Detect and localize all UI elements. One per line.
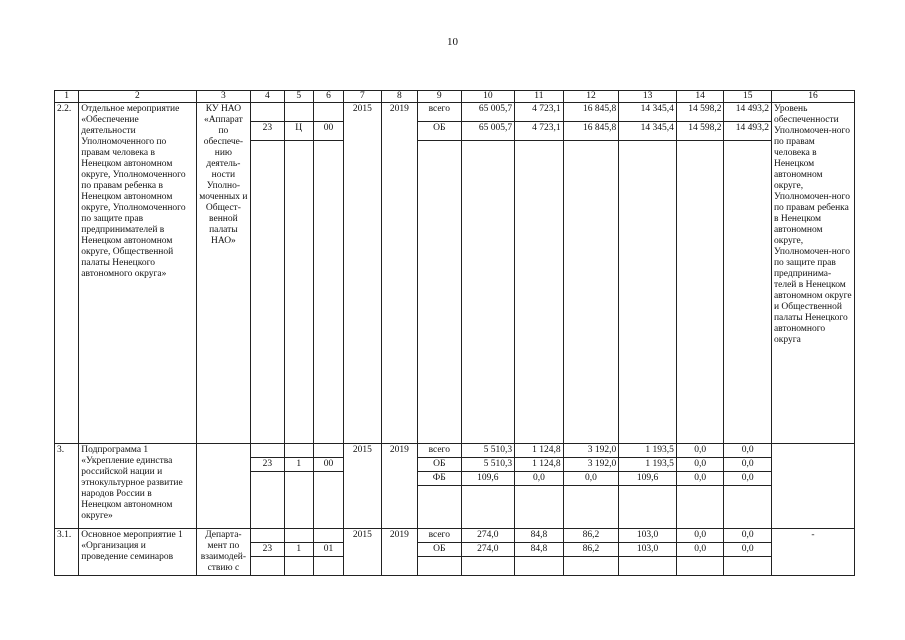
- value-cell: 0,0: [724, 458, 772, 472]
- value-cell: 86,2: [563, 529, 619, 543]
- row-result: -: [771, 529, 854, 576]
- code-cell: Ц: [284, 122, 313, 141]
- value-cell: 1 193,5: [619, 444, 677, 458]
- col-header: 3: [196, 91, 251, 103]
- value-cell: 109,6: [619, 472, 677, 486]
- col-header: 13: [619, 91, 677, 103]
- row-name: Основное мероприятие 1 «Организация и проведение семинаров: [79, 529, 196, 576]
- year-to: 2019: [381, 529, 417, 576]
- year-from: 2015: [344, 529, 381, 576]
- value-cell: 14 493,2: [724, 103, 772, 122]
- row-number: 2.2.: [55, 103, 79, 444]
- value-cell: 14 598,2: [676, 122, 724, 141]
- col-header: 14: [676, 91, 724, 103]
- value-cell: 1 193,5: [619, 458, 677, 472]
- value-cell: 5 510,3: [461, 444, 515, 458]
- row-executor: [196, 444, 251, 529]
- value-cell: 3 192,0: [563, 458, 619, 472]
- value-cell: 14 345,4: [619, 103, 677, 122]
- funding-source: всего: [418, 529, 461, 543]
- program-table: [54, 90, 855, 576]
- value-cell: 16 845,8: [563, 103, 619, 122]
- value-cell: 0,0: [676, 543, 724, 557]
- funding-source: ОБ: [418, 458, 461, 472]
- code-cell: 23: [251, 122, 284, 141]
- value-cell: 274,0: [461, 543, 515, 557]
- column-number-row: [55, 91, 855, 103]
- value-cell: 1 124,8: [515, 444, 564, 458]
- table-row: [55, 529, 855, 543]
- value-cell: 84,8: [515, 529, 564, 543]
- row-result: Уровень обеспеченности Уполномочен-ного по правам человека в Ненецком автономном округе, Уполномочен-ного по правам ребенка в Ненецком автономном округе, Уполномочен-ного по защите прав предпринима-телей в Ненецком автономном округе и Общественной палаты Ненецкого автономного округа: [771, 103, 854, 444]
- funding-source: ФБ: [418, 472, 461, 486]
- row-name: Подпрограмма 1 «Укрепление единства российской нации и этнокультурное развитие народов России в Ненецком автономном округе»: [79, 444, 196, 529]
- value-cell: 14 598,2: [676, 103, 724, 122]
- row-number: 3.1.: [55, 529, 79, 576]
- code-cell: 1: [284, 458, 313, 472]
- value-cell: 0,0: [563, 472, 619, 486]
- value-cell: 65 005,7: [461, 103, 515, 122]
- code-cell: 23: [251, 543, 284, 557]
- funding-source: всего: [418, 444, 461, 458]
- value-cell: 0,0: [724, 529, 772, 543]
- value-cell: 274,0: [461, 529, 515, 543]
- value-cell: 0,0: [724, 472, 772, 486]
- value-cell: 3 192,0: [563, 444, 619, 458]
- value-cell: 109,6: [461, 472, 515, 486]
- value-cell: 0,0: [676, 458, 724, 472]
- value-cell: 84,8: [515, 543, 564, 557]
- col-header: 7: [344, 91, 381, 103]
- col-header: 10: [461, 91, 515, 103]
- col-header: 5: [284, 91, 313, 103]
- value-cell: 4 723,1: [515, 122, 564, 141]
- table-row: [55, 103, 855, 122]
- value-cell: 103,0: [619, 543, 677, 557]
- code-cell: 23: [251, 458, 284, 472]
- col-header: 4: [251, 91, 284, 103]
- value-cell: 86,2: [563, 543, 619, 557]
- funding-source: ОБ: [418, 543, 461, 557]
- col-header: 9: [418, 91, 461, 103]
- col-header: 12: [563, 91, 619, 103]
- col-header: 6: [313, 91, 343, 103]
- value-cell: 14 493,2: [724, 122, 772, 141]
- program-table-wrapper: [54, 90, 855, 576]
- value-cell: 1 124,8: [515, 458, 564, 472]
- value-cell: 0,0: [515, 472, 564, 486]
- row-number: 3.: [55, 444, 79, 529]
- table-row: [55, 444, 855, 458]
- value-cell: 14 345,4: [619, 122, 677, 141]
- code-cell: 00: [313, 458, 343, 472]
- col-header: 16: [771, 91, 854, 103]
- col-header: 15: [724, 91, 772, 103]
- row-result: [771, 444, 854, 529]
- value-cell: 65 005,7: [461, 122, 515, 141]
- value-cell: 16 845,8: [563, 122, 619, 141]
- year-from: 2015: [344, 103, 381, 444]
- col-header: 1: [55, 91, 79, 103]
- code-cell: 01: [313, 543, 343, 557]
- col-header: 2: [79, 91, 196, 103]
- value-cell: 0,0: [724, 444, 772, 458]
- row-name: Отдельное мероприятие «Обеспечение деятельности Уполномоченного по правам человека в Ненецком автономном округе, Уполномоченного по правам ребенка в Ненецком автономном округе, Уполномоченного по защите прав предпринимателей в Ненецком автономном округе, Общественной палаты Ненецкого автономного округа»: [79, 103, 196, 444]
- funding-source: ОБ: [418, 122, 461, 141]
- year-to: 2019: [381, 444, 417, 529]
- code-cell: 00: [313, 122, 343, 141]
- value-cell: 4 723,1: [515, 103, 564, 122]
- year-to: 2019: [381, 103, 417, 444]
- code-cell: 1: [284, 543, 313, 557]
- col-header: 11: [515, 91, 564, 103]
- col-header: 8: [381, 91, 417, 103]
- value-cell: 0,0: [724, 543, 772, 557]
- value-cell: 0,0: [676, 472, 724, 486]
- row-executor: Департа-мент по взаимодей-ствию с: [196, 529, 251, 576]
- value-cell: 5 510,3: [461, 458, 515, 472]
- value-cell: 103,0: [619, 529, 677, 543]
- funding-source: всего: [418, 103, 461, 122]
- page-number: 10: [447, 36, 458, 48]
- value-cell: 0,0: [676, 444, 724, 458]
- value-cell: 0,0: [676, 529, 724, 543]
- row-executor: КУ НАО «Аппарат по обеспече-нию деятель-ности Уполно-моченных и Общест-венной палаты НАО»: [196, 103, 251, 444]
- year-from: 2015: [344, 444, 381, 529]
